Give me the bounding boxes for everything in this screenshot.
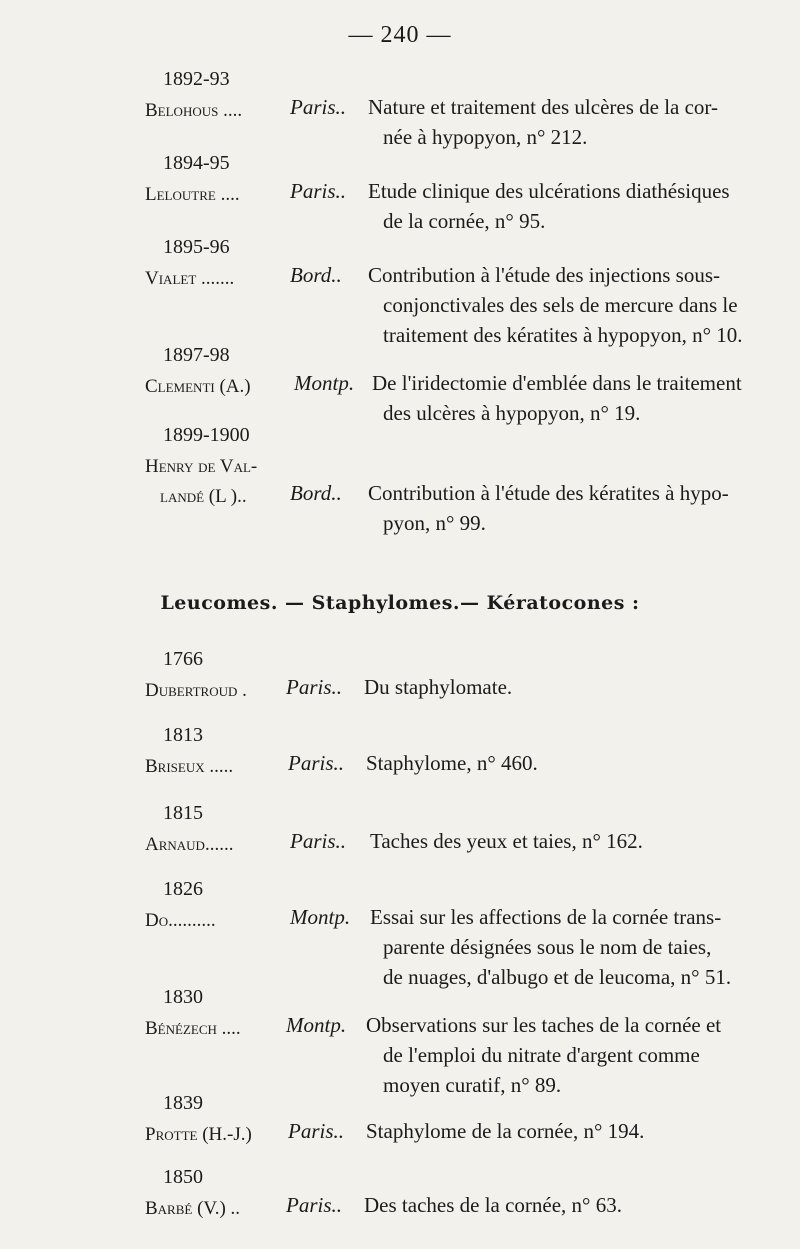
entry-city: Paris.. [286,675,343,699]
entry-title-line: traitement des kératites à hypopyon, n° 10. [383,323,743,347]
entry-title-line: Contribution à l'étude des kératites à hypo- [368,481,729,505]
entry-title-line: conjonctivales des sels de mercure dans le [383,293,738,317]
entry-author [145,830,233,858]
entry-city: Paris.. [290,829,347,853]
entry-year: 1895-96 [163,236,230,258]
entry-author [145,1014,241,1042]
entry-title-line: née à hypopyon, n° 212. [383,125,588,149]
entry-title-line: parente désignées sous le nom de taies, [383,935,712,959]
entry-city: Montp. [290,905,351,929]
entry-city: Paris.. [290,95,347,119]
entry-year: 1899-1900 [163,424,250,446]
entry-title-line: De l'iridectomie d'emblée dans le traitement [372,371,742,395]
entry-year: 1897-98 [163,344,230,366]
entry-title-line: Etude clinique des ulcérations diathésiques [368,179,730,203]
entry-title-line: moyen curatif, n° 89. [383,1073,562,1097]
entry-author [145,372,251,400]
section-heading: Leucomes. — Staphylomes.— Kératocones : [160,592,640,614]
author-name: Briseux ..... [145,756,234,777]
entry-title-line: Essai sur les affections de la cornée trans- [370,905,722,929]
entry-title-line: pyon, n° 99. [383,511,486,535]
entry-city: Paris.. [288,1119,345,1143]
entry-year: 1813 [163,724,203,746]
author-name: Henry de Val- [145,456,258,477]
author-name: Clementi (A.) [145,376,251,397]
entry-year: 1766 [163,648,203,670]
author-name: Leloutre .... [145,184,240,205]
entry-city: Montp. [294,371,355,395]
author-name-continued: landé (L ).. [160,486,247,507]
entry-title-line: des ulcères à hypopyon, n° 19. [383,401,641,425]
entry-city: Bord.. [290,263,342,287]
entry-author [145,676,247,704]
entry-year: 1850 [163,1166,203,1188]
entry-author [145,1120,252,1148]
entry-title-line: Nature et traitement des ulcères de la cor- [368,95,718,119]
entry-year: 1815 [163,802,203,824]
entry-title-line: de la cornée, n° 95. [383,209,546,233]
entry-author [145,264,234,292]
entry-author [145,96,242,124]
page-number: — 240 — [348,22,452,48]
entry-author [145,752,233,780]
entry-year: 1826 [163,878,203,900]
entry-title-line: de l'emploi du nitrate d'argent comme [383,1043,700,1067]
entry-author [145,906,216,934]
entry-title-line: Staphylome de la cornée, n° 194. [366,1119,645,1143]
entry-title-line: Du staphylomate. [364,675,513,699]
entry-title-line: de nuages, d'albugo et de leucoma, n° 51. [383,965,732,989]
entry-city: Bord.. [290,481,342,505]
author-name: Belohous .... [145,100,243,121]
author-name: Dubertroud . [145,680,247,701]
entry-city: Paris.. [288,751,345,775]
author-name: Vialet ....... [145,268,235,289]
entry-author-continued [160,482,247,510]
entry-title-line: Staphylome, n° 460. [366,751,538,775]
entry-author [145,1194,240,1222]
entry-author [145,180,240,208]
entry-title-line: Contribution à l'étude des injections sous- [368,263,720,287]
entry-title-line: Des taches de la cornée, n° 63. [364,1193,622,1217]
entry-city: Montp. [286,1013,347,1037]
entry-city: Paris.. [286,1193,343,1217]
entry-year: 1839 [163,1092,203,1114]
entry-title-line: Taches des yeux et taies, n° 162. [370,829,643,853]
entry-author [145,452,257,480]
author-name: Arnaud...... [145,834,234,855]
entry-year: 1894-95 [163,152,230,174]
author-name: Protte (H.-J.) [145,1124,252,1145]
author-name: Do.......... [145,910,216,931]
author-name: Barbé (V.) .. [145,1198,241,1219]
entry-city: Paris.. [290,179,347,203]
author-name: Bénézech .... [145,1018,241,1039]
entry-year: 1830 [163,986,203,1008]
entry-title-line: Observations sur les taches de la cornée et [366,1013,722,1037]
entry-year: 1892-93 [163,68,230,90]
